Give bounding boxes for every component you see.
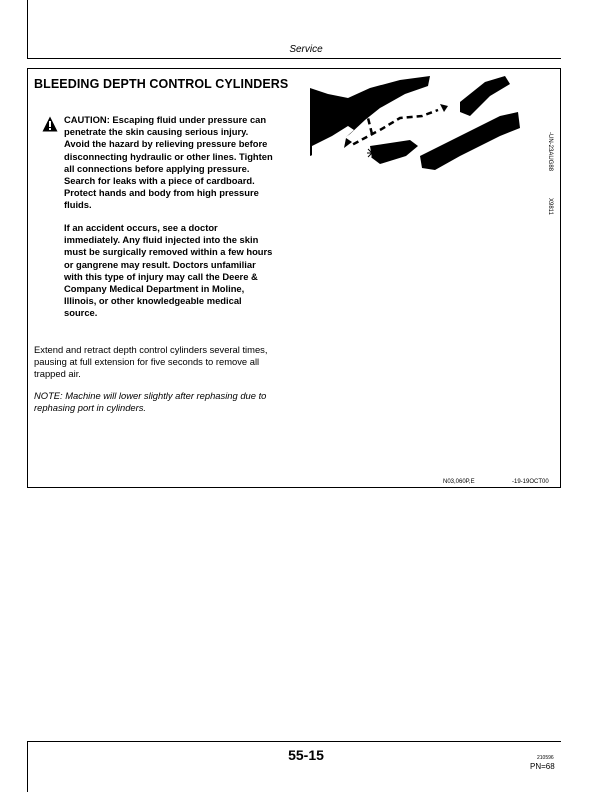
header-rule [27, 58, 561, 59]
document-reference: N03,060P,E [443, 479, 475, 485]
footer-rule [27, 741, 561, 742]
accident-text: If an accident occurs, see a doctor immediately. Any fluid injected into the skin must be surgically removed within a few hours or gangrene may result. Doctors unfamiliar with this type of injury may call the Deere & Company Medical Department in Moline, Illinois, or other knowledgeable medical source. [64, 222, 273, 319]
print-code: 210596 [537, 755, 554, 761]
note-paragraph: NOTE: Machine will lower slightly after rephasing due to rephasing port in cylinders. [34, 390, 267, 414]
section-title: BLEEDING DEPTH CONTROL CYLINDERS [34, 77, 289, 91]
pn-code: PN=68 [530, 762, 555, 771]
page-number: 55-15 [288, 747, 324, 763]
document-date: -19-19OCT00 [512, 479, 549, 485]
body-paragraph: Extend and retract depth control cylinders several times, pausing at full extension for five seconds to remove all trapped air. [34, 344, 268, 380]
figure-code-id: X9811 [547, 198, 553, 215]
hydraulic-leak-illustration [310, 76, 520, 176]
warning-triangle-icon [42, 116, 58, 132]
figure-code-date: -UN-23AUG88 [547, 132, 553, 172]
caution-text: CAUTION: Escaping fluid under pressure can penetrate the skin causing serious injury. Avoid the hazard by relieving pressure before disconnecting hydraulic or other lines. Tighten all connections before applying pressure. Search for leaks with a piece of cardboard. Protect hands and body from high pressure fluids. [64, 114, 273, 211]
header-title: Service [289, 44, 323, 55]
